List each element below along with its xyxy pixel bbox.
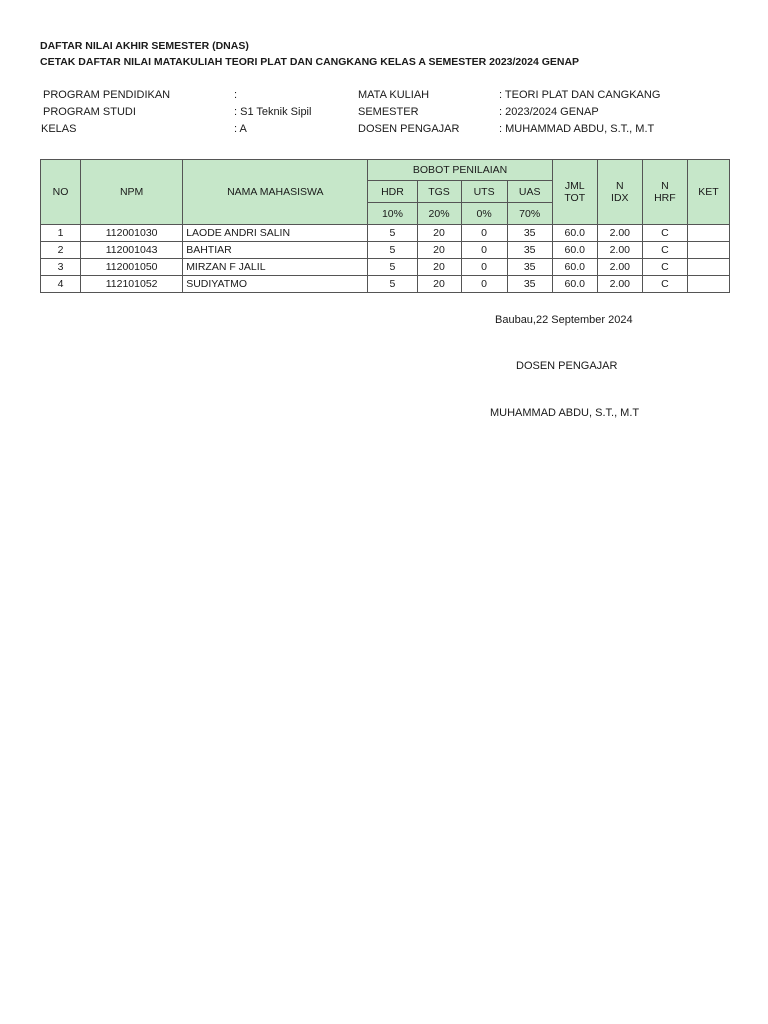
program-studi-label: PROGRAM STUDI <box>43 106 136 118</box>
cell-ket <box>687 225 729 242</box>
cell-nidx: 2.00 <box>597 242 642 259</box>
header-uts-pct: 0% <box>461 203 507 225</box>
cell-npm: 112001050 <box>81 259 183 276</box>
header-jml-line2: TOT <box>564 192 586 204</box>
cell-uts: 0 <box>461 259 507 276</box>
kelas-value: : A <box>234 123 247 135</box>
cell-nidx: 2.00 <box>597 259 642 276</box>
header-uts: UTS <box>461 181 507 203</box>
table-row <box>41 276 730 293</box>
mata-kuliah-value: : TEORI PLAT DAN CANGKANG <box>499 89 661 101</box>
header-nidx-line1: N <box>616 180 624 192</box>
header-tgs: TGS <box>417 181 461 203</box>
cell-npm: 112101052 <box>81 276 183 293</box>
cell-tgs: 20 <box>417 276 461 293</box>
header-nhrf-line1: N <box>661 180 669 192</box>
semester-value: : 2023/2024 GENAP <box>499 106 599 118</box>
document-subtitle: CETAK DAFTAR NILAI MATAKULIAH TEORI PLAT DAN CANGKANG KELAS A SEMESTER 2023/2024 GENAP <box>40 56 580 68</box>
header-hdr: HDR <box>368 181 417 203</box>
cell-nhrf: C <box>642 242 687 259</box>
cell-nhrf: C <box>642 276 687 293</box>
cell-tgs: 20 <box>417 242 461 259</box>
header-ket: KET <box>687 160 729 225</box>
cell-npm: 112001043 <box>81 242 183 259</box>
cell-uts: 0 <box>461 242 507 259</box>
cell-no: 1 <box>41 225 81 242</box>
cell-ket <box>687 276 729 293</box>
cell-uas: 35 <box>507 242 552 259</box>
header-nidx-line2: IDX <box>611 192 629 204</box>
header-n-idx <box>597 160 642 225</box>
cell-nama: SUDIYATMO <box>183 276 368 293</box>
cell-hdr: 5 <box>368 276 417 293</box>
header-npm: NPM <box>81 160 183 225</box>
cell-nama: LAODE ANDRI SALIN <box>183 225 368 242</box>
table-row <box>41 225 730 242</box>
cell-uts: 0 <box>461 276 507 293</box>
document-title: DAFTAR NILAI AKHIR SEMESTER (DNAS) <box>40 40 249 52</box>
cell-nhrf: C <box>642 225 687 242</box>
cell-nama: MIRZAN F JALIL <box>183 259 368 276</box>
header-hdr-pct: 10% <box>368 203 417 225</box>
table-row <box>41 242 730 259</box>
kelas-label: KELAS <box>41 123 77 135</box>
mata-kuliah-label: MATA KULIAH <box>358 89 430 101</box>
header-nhrf-line2: HRF <box>654 192 676 204</box>
header-n-hrf <box>642 160 687 225</box>
semester-label: SEMESTER <box>358 106 419 118</box>
program-studi-value: : S1 Teknik Sipil <box>234 106 312 118</box>
cell-jml: 60.0 <box>552 225 597 242</box>
cell-nidx: 2.00 <box>597 276 642 293</box>
cell-tgs: 20 <box>417 259 461 276</box>
cell-ket <box>687 242 729 259</box>
program-pendidikan-label: PROGRAM PENDIDIKAN <box>43 89 171 101</box>
place-date: Baubau,22 September 2024 <box>495 314 633 326</box>
cell-jml: 60.0 <box>552 242 597 259</box>
table-row <box>41 259 730 276</box>
header-nama: NAMA MAHASISWA <box>183 160 368 225</box>
header-uas: UAS <box>507 181 552 203</box>
dosen-label: DOSEN PENGAJAR <box>358 123 460 135</box>
header-uas-pct: 70% <box>507 203 552 225</box>
cell-no: 4 <box>41 276 81 293</box>
header-bobot-penilaian: BOBOT PENILAIAN <box>368 160 552 181</box>
cell-no: 2 <box>41 242 81 259</box>
signature-role: DOSEN PENGAJAR <box>516 360 618 372</box>
cell-uas: 35 <box>507 225 552 242</box>
header-jml-tot <box>552 160 597 225</box>
cell-tgs: 20 <box>417 225 461 242</box>
cell-nama: BAHTIAR <box>183 242 368 259</box>
program-pendidikan-value: : <box>234 89 238 101</box>
cell-uas: 35 <box>507 259 552 276</box>
header-no: NO <box>41 160 81 225</box>
cell-npm: 112001030 <box>81 225 183 242</box>
cell-ket <box>687 259 729 276</box>
signature-name: MUHAMMAD ABDU, S.T., M.T <box>490 407 640 419</box>
header-tgs-pct: 20% <box>417 203 461 225</box>
cell-uas: 35 <box>507 276 552 293</box>
cell-hdr: 5 <box>368 259 417 276</box>
dosen-value: : MUHAMMAD ABDU, S.T., M.T <box>499 123 655 135</box>
cell-nhrf: C <box>642 259 687 276</box>
grades-table <box>40 159 730 293</box>
cell-nidx: 2.00 <box>597 225 642 242</box>
cell-jml: 60.0 <box>552 276 597 293</box>
cell-uts: 0 <box>461 225 507 242</box>
cell-hdr: 5 <box>368 242 417 259</box>
cell-hdr: 5 <box>368 225 417 242</box>
header-jml-line1: JML <box>564 180 585 192</box>
cell-no: 3 <box>41 259 81 276</box>
cell-jml: 60.0 <box>552 259 597 276</box>
